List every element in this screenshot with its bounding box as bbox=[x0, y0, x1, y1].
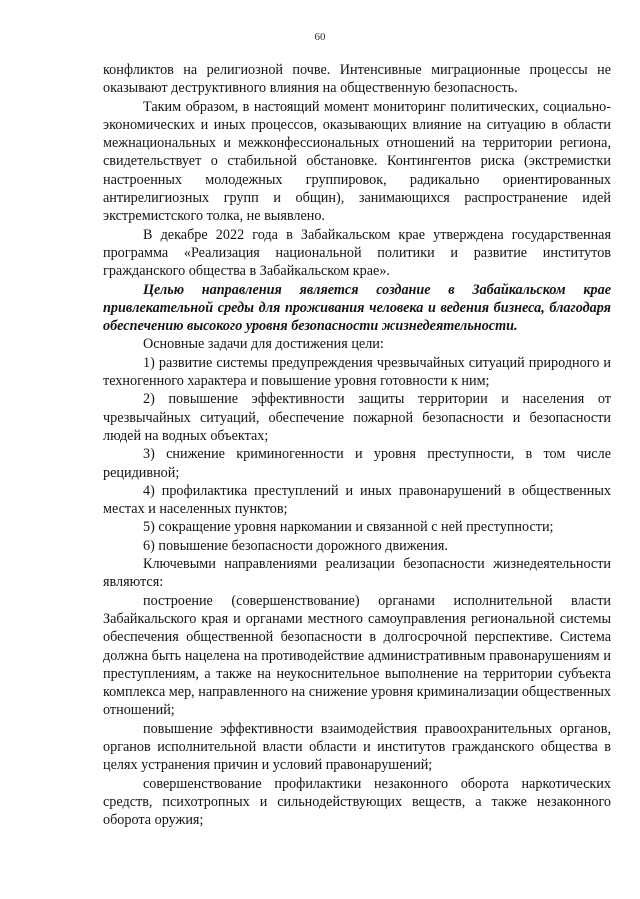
paragraph-migration: конфликтов на религиозной почве. Интенсивные миграционные процессы не оказывают деструктивного влияния на общественную безопасность. bbox=[103, 62, 611, 97]
paragraph-program: В декабре 2022 года в Забайкальском крае утверждена государственная программа «Реализация национальной политики и развитие институтов гражданского общества в Забайкальском крае». bbox=[103, 226, 611, 280]
list-item-direction-1: построение (совершенствование) органами исполнительной власти Забайкальского края и органами местного самоуправления региональной системы обеспечения общественной безопасности в долгосрочной перспективе. Система должна быть нацелена на противодействие административным правонарушениям и преступлениям, а также на неукоснительное выполнение на территории субъекта комплекса мер, направленного на снижение уровня криминализации общественных отношений; bbox=[103, 592, 611, 719]
list-item-direction-2: повышение эффективности взаимодействия правоохранительных органов, органов исполнительной власти области и институтов гражданского общества в целях устранения причин и условий правонарушений; bbox=[103, 720, 611, 774]
paragraph-monitoring: Таким образом, в настоящий момент мониторинг политических, социально-экономических и иных процессов, оказывающих влияние на ситуацию в области межнациональных и межконфессиональных отношений на территории региона, свидетельствует о стабильной обстановке. Контингентов риска (экстремистки настроенных молодежных группировок, радикально ориентированных антирелигиозных групп и общин), занимающихся распространение идей экстремистского толка, не выявлено. bbox=[103, 98, 611, 225]
list-item-task-3: 3) снижение криминогенности и уровня преступности, в том числе рецидивной; bbox=[103, 446, 611, 481]
page-number: 60 bbox=[314, 31, 326, 43]
list-item-task-5: 5) сокращение уровня наркомании и связанной с ней преступности; bbox=[143, 519, 554, 536]
list-item-direction-3: совершенствование профилактики незаконного оборота наркотических средств, психотропных и сильнодействующих веществ, а также незаконного оборота оружия; bbox=[103, 775, 611, 829]
list-item-task-6: 6) повышение безопасности дорожного движения. bbox=[143, 537, 448, 554]
list-item-task-1: 1) развитие системы предупреждения чрезвычайных ситуаций природного и техногенного характера и повышение уровня готовности к ним; bbox=[103, 354, 611, 390]
list-item-task-4: 4) профилактика преступлений и иных правонарушений в общественных местах и населенных пунктов; bbox=[103, 482, 611, 518]
paragraph-tasks-intro: Основные задачи для достижения цели: bbox=[143, 336, 384, 353]
paragraph-goal: Целью направления является создание в Забайкальском крае привлекательной среды для проживания человека и ведения бизнеса, благодаря обеспечению высокого уровня безопасности жизнедеятельности. bbox=[103, 281, 611, 335]
paragraph-key-directions: Ключевыми направлениями реализации безопасности жизнедеятельности являются: bbox=[103, 556, 611, 591]
document-body bbox=[103, 61, 611, 829]
list-item-task-2: 2) повышение эффективности защиты территории и населения от чрезвычайных ситуаций, обеспечение пожарной безопасности и безопасности людей на водных объектах; bbox=[103, 391, 611, 444]
